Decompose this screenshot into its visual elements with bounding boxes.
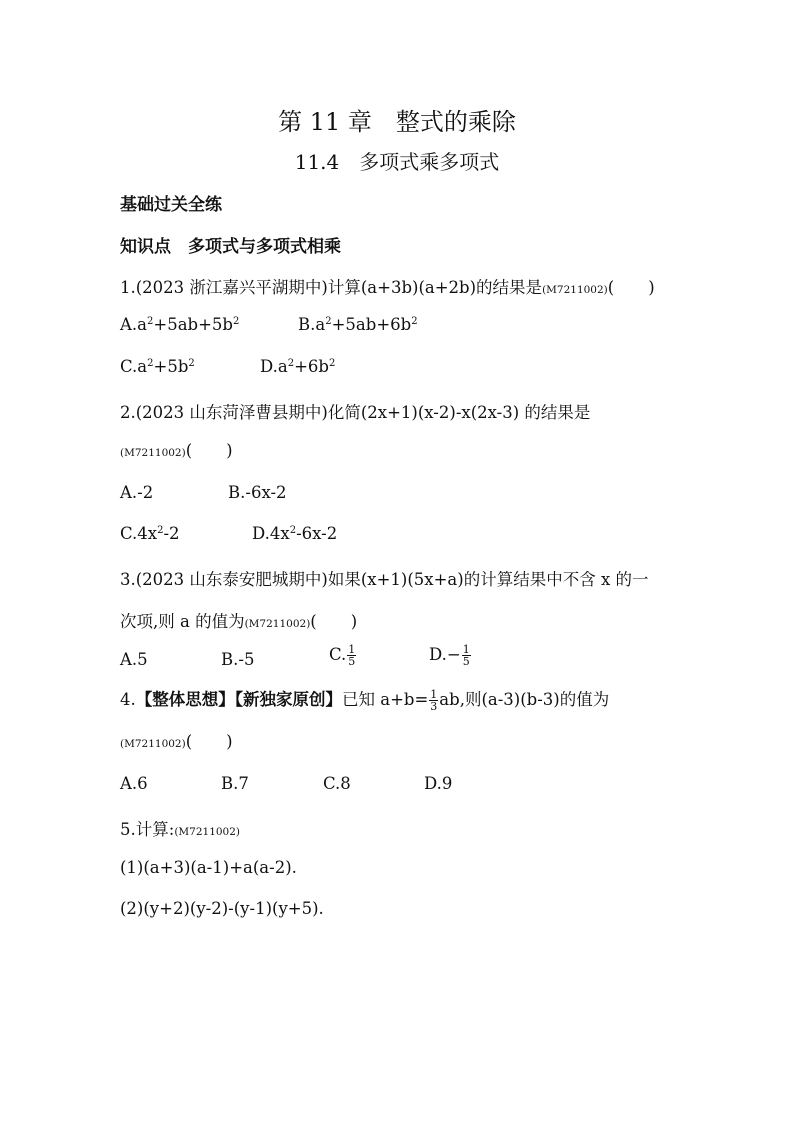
- fraction: $\frac{1}{3}$: [430, 688, 438, 713]
- question-1-option-a: $A.a^2+5ab+5b^2$: [120, 315, 240, 334]
- knowledge-point-heading: 知识点 多项式与多项式相乘: [120, 237, 341, 257]
- question-4-answer-slot: (M7211002)( ): [120, 732, 233, 751]
- fraction: $\frac{1}{5}$: [348, 643, 356, 668]
- question-3-option-a: A.5: [120, 650, 148, 669]
- question-4-stem: 4.【整体思想】【新独家原创】已知 a+b= $\frac{1}{3}$ ab,则(a-3)(b-3)的值为: [120, 688, 610, 713]
- question-code: (M7211002): [120, 738, 186, 750]
- question-4-option-a: A.6: [120, 774, 148, 793]
- question-code: (M7211002): [174, 826, 241, 838]
- question-3-option-b: B.-5: [221, 650, 255, 669]
- tag-original: 【新独家原创】: [234, 690, 342, 709]
- question-code: (M7211002): [542, 284, 608, 296]
- question-5-part-1: (1)(a+3)(a-1)+a(a-2).: [120, 858, 297, 877]
- question-1-stem: 1.(2023 浙江嘉兴平湖期中)计算(a+3b)(a+2b)的结果是(M7211002)( ): [120, 278, 655, 297]
- tag-holistic-thinking: 【整体思想】: [135, 690, 235, 709]
- question-2-option-d: $D.4x^2-6x-2$: [252, 524, 338, 543]
- question-5-part-2: (2)(y+2)(y-2)-(y-1)(y+5).: [120, 899, 324, 918]
- question-code: (M7211002): [120, 447, 186, 459]
- question-4-option-d: D.9: [424, 774, 453, 793]
- question-3-option-c: C. $\frac{1}{5}$: [329, 643, 356, 668]
- question-1-option-b: $B.a^2+5ab+6b^2$: [298, 315, 418, 334]
- question-4-option-b: B.7: [221, 774, 249, 793]
- question-2-option-a: A.-2: [120, 483, 154, 502]
- section-title: 11.4 多项式乘多项式: [294, 150, 500, 174]
- question-2-option-b: B.-6x-2: [228, 483, 287, 502]
- question-2-answer-slot: (M7211002)( ): [120, 441, 233, 460]
- question-1-option-c: $C.a^2+5b^2$: [120, 357, 195, 376]
- question-5-stem: 5.计算:(M7211002): [120, 820, 241, 839]
- fraction: $\frac{1}{5}$: [462, 643, 470, 668]
- question-4-option-c: C.8: [323, 774, 351, 793]
- question-2-option-c: $C.4x^2-2$: [120, 524, 180, 543]
- question-1-option-d: $D.a^2+6b^2$: [260, 357, 336, 376]
- practice-heading: 基础过关全练: [120, 195, 222, 215]
- question-3-stem-line-2: 次项,则 a 的值为(M7211002)( ): [120, 612, 358, 631]
- question-2-stem: 2.(2023 山东菏泽曹县期中)化简(2x+1)(x-2)-x(2x-3) 的结果是: [120, 403, 591, 422]
- question-3-option-d: D.− $\frac{1}{5}$: [429, 643, 470, 668]
- question-3-stem-line-1: 3.(2023 山东泰安肥城期中)如果(x+1)(5x+a)的计算结果中不含 x 的一: [120, 570, 649, 589]
- question-code: (M7211002): [244, 618, 311, 630]
- chapter-title: 第 11 章 整式的乘除: [278, 108, 516, 136]
